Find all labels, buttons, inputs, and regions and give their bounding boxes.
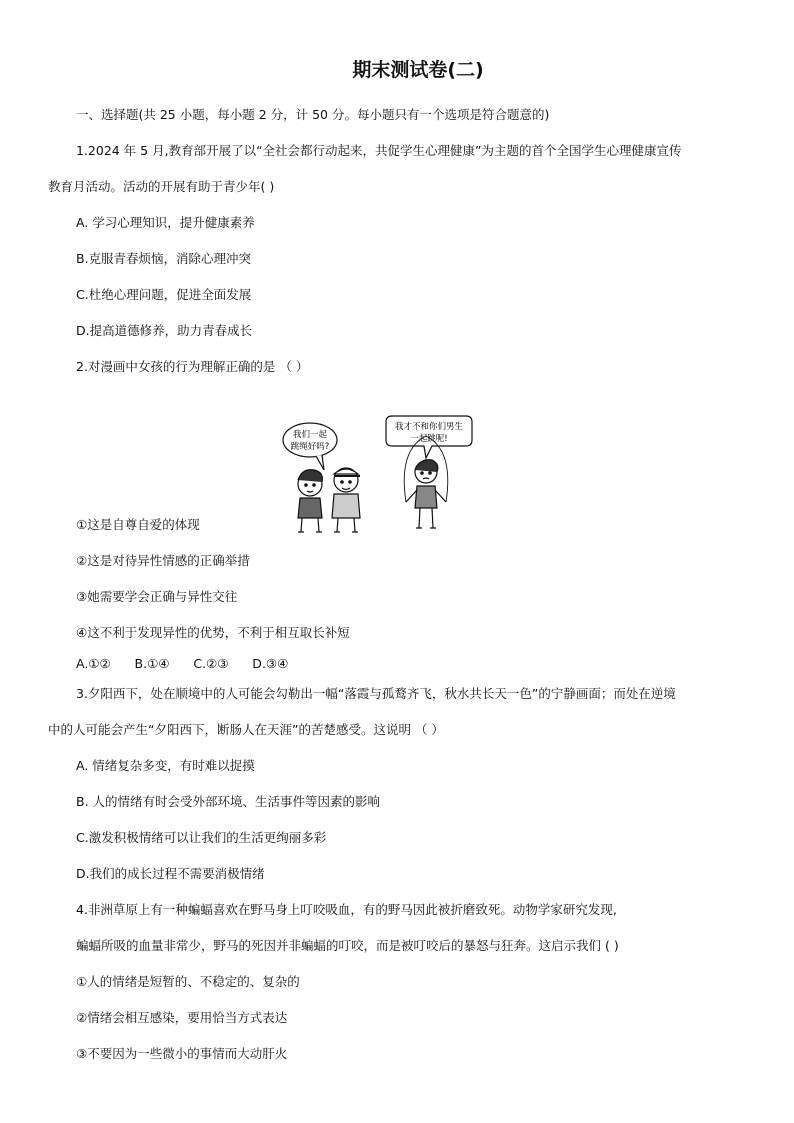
question-3-stem-line-1: 3.夕阳西下，处在顺境中的人可能会勾勒出一幅“落霞与孤鹜齐飞，秋水共长天一色”的宁静画面；而处在逆境 (76, 686, 676, 701)
question-4-statement-2: ②情绪会相互感染，要用恰当方式表达 (76, 1010, 288, 1025)
question-2-statement-4: ④这不利于发现异性的优势，不利于相互取长补短 (76, 625, 350, 640)
question-4-stem-line-2: 蝙蝠所吸的血量非常少，野马的死因并非蝙蝠的叮咬，而是被叮咬后的暴怒与狂奔。这启示我们 ( ) (76, 938, 619, 953)
speech-bubble-left-line-1: 我们一起 (292, 430, 328, 440)
boy-figure-left (298, 470, 322, 532)
question-2-choices: A.①② B.①④ C.②③ D.③④ (76, 656, 289, 671)
comic-illustration (280, 410, 480, 536)
question-2-stem: 2.对漫画中女孩的行为理解正确的是 （ ） (76, 359, 309, 374)
question-4-statement-1: ①人的情绪是短暂的、不稳定的、复杂的 (76, 974, 300, 989)
question-3-option-d: D.我们的成长过程不需要消极情绪 (76, 866, 265, 881)
question-3-stem-line-2: 中的人可能会产生“夕阳西下，断肠人在天涯”的苦楚感受。这说明 （ ） (48, 722, 444, 737)
question-1-stem-line-2: 教育月活动。活动的开展有助于青少年( ) (48, 179, 275, 194)
question-3-option-c: C.激发积极情绪可以让我们的生活更绚丽多彩 (76, 830, 327, 845)
question-2-statement-3: ③她需要学会正确与异性交往 (76, 589, 238, 604)
speech-bubble-right-line-1: 我才不和你们男生 (394, 422, 464, 432)
boy-figure-middle (332, 468, 360, 532)
page-title: 期末测试卷(二) (352, 59, 484, 81)
speech-bubble-left-line-2: 跳绳好吗? (290, 442, 330, 452)
speech-bubble-right-line-2: 一起跳呢! (410, 434, 448, 444)
question-1-option-c: C.杜绝心理问题，促进全面发展 (76, 287, 252, 302)
question-2-statement-2: ②这是对待异性情感的正确举措 (76, 553, 250, 568)
question-4-statement-3: ③不要因为一些微小的事情而大动肝火 (76, 1046, 288, 1061)
question-4-stem-line-1: 4.非洲草原上有一种蝙蝠喜欢在野马身上叮咬吸血，有的野马因此被折磨致死。动物学家研究发现, (76, 902, 617, 917)
question-1-option-d: D.提高道德修养，助力青春成长 (76, 323, 253, 338)
question-1-stem-line-1: 1.2024 年 5 月,教育部开展了以“全社会都行动起来，共促学生心理健康”为主题的首个全国学生心理健康宣传 (76, 143, 682, 158)
question-1-option-b: B.克服青春烦恼，消除心理冲突 (76, 251, 252, 266)
question-2-statement-1: ①这是自尊自爱的体现 (76, 517, 200, 532)
question-3-option-a: A. 情绪复杂多变，有时难以捉摸 (76, 758, 255, 773)
section-heading: 一、选择题(共 25 小题，每小题 2 分，计 50 分。每小题只有一个选项是符合题意的) (76, 107, 550, 122)
question-1-option-a: A. 学习心理知识，提升健康素养 (76, 215, 255, 230)
question-3-option-b: B. 人的情绪有时会受外部环境、生活事件等因素的影响 (76, 794, 381, 809)
